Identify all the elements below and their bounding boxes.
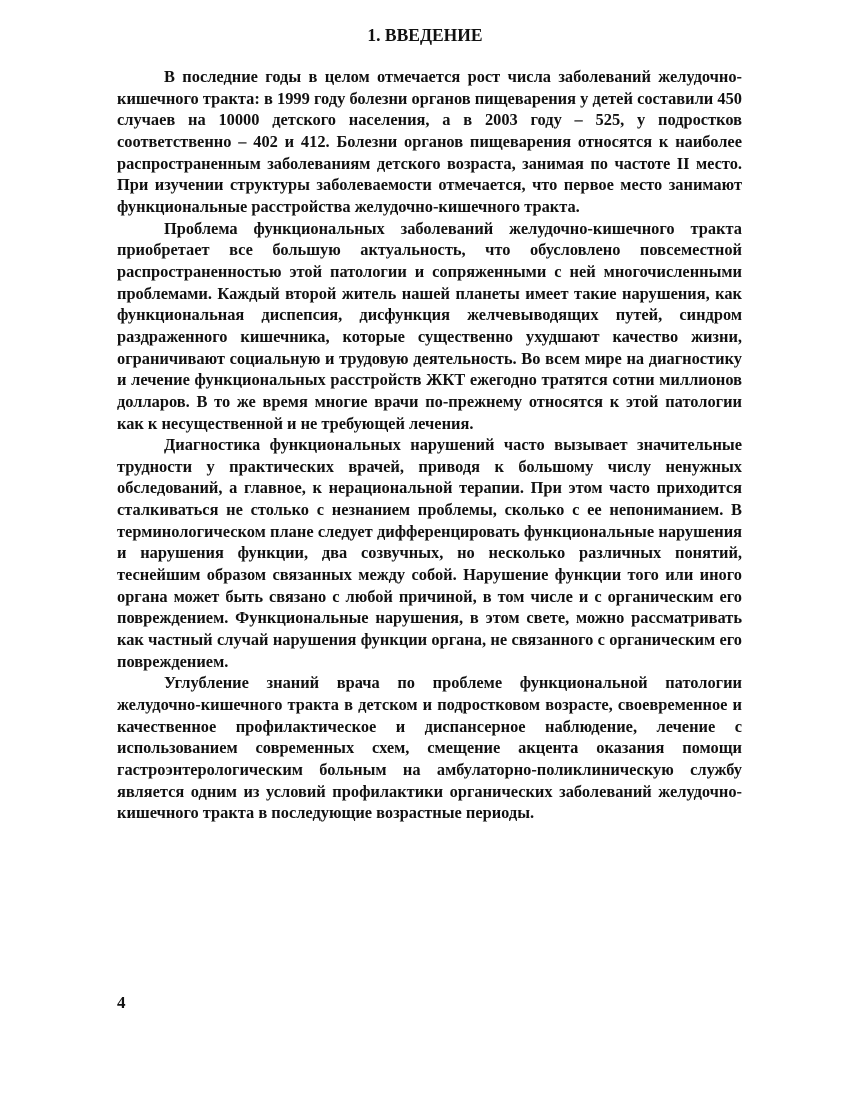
paragraph: Диагностика функциональных нарушений часто вызывает значительные трудности у практических врачей, приводя к большому числу ненужных обследований, а главное, к нерациональной терапии. При этом часто приходится сталкиваться не столько с незнанием проблемы, сколько с ее непониманием. В терминологическом плане следует дифференцировать функциональные нарушения и нарушения функции, два созвучных, но несколько различных понятий, теснейшим образом связанных между собой. Нарушение функции того или иного органа может быть связано с любой причиной, в том числе и с органическим его повреждением. Функциональные нарушения, в этом свете, можно рассматривать как частный случай нарушения функции органа, не связанного с органическим его повреждением. xyxy=(117,435,742,671)
paragraph: В последние годы в целом отмечается рост числа заболеваний желудочно-кишечного тракта: в 1999 году болезни органов пищеварения у детей составили 450 случаев на 10000 детского населения, а в 2003 году – 525, у подростков соответственно – 402 и 412. Болезни органов пищеварения относятся к наиболее распространенным заболеваниям детского возраста, занимая по частоте II место. При изучении структуры заболеваемости отмечается, что первое место занимают функциональные расстройства желудочно-кишечного тракта. xyxy=(117,67,742,216)
section-heading: 1. ВВЕДЕНИЕ xyxy=(367,25,483,45)
paragraph: Проблема функциональных заболеваний желудочно-кишечного тракта приобретает все большую актуальность, что обусловлено повсеместной распространенностью этой патологии и сопряженными с ней многочисленными проблемами. Каждый второй житель нашей планеты имеет такие нарушения, как функциональная диспепсия, дисфункция желчевыводящих путей, синдром раздраженного кишечника, которые существенно ухудшают качество жизни, ограничивают социальную и трудовую деятельность. Во всем мире на диагностику и лечение функциональных расстройств ЖКТ ежегодно тратятся сотни миллионов долларов. В то же время многие врачи по-прежнему относятся к этой патологии как к несущественной и не требующей лечения. xyxy=(117,218,742,433)
page-number: 4 xyxy=(117,993,126,1012)
body-text xyxy=(117,66,742,824)
paragraph: Углубление знаний врача по проблеме функциональной патологии желудочно-кишечного тракта в детском и подростковом возрасте, своевременное и качественное профилактическое и диспансерное наблюдение, лечение с использованием современных схем, смещение акцента оказания помощи гастроэнтерологическим больным на амбулаторно-поликлиническую службу является одним из условий профилактики органических заболеваний желудочно-кишечного тракта в последующие возрастные периоды. xyxy=(117,673,742,823)
